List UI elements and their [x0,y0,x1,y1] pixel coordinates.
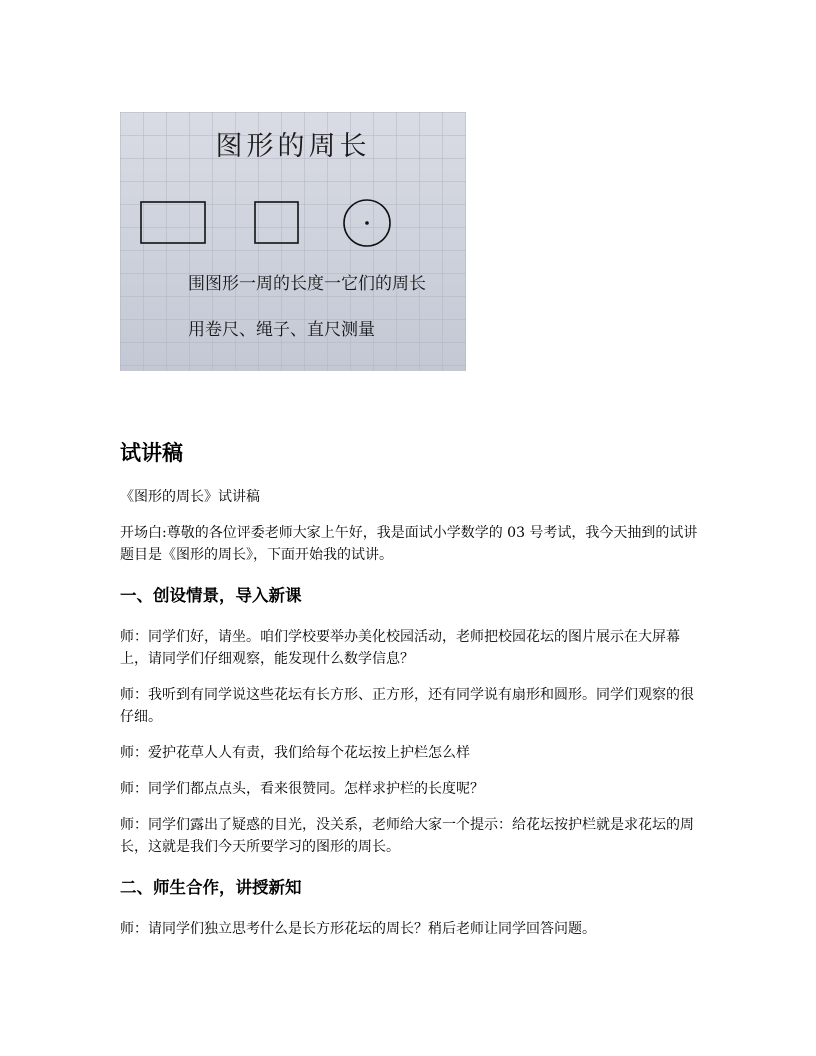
document-page [120,112,700,940]
section-heading-2: 二、师生合作，讲授新知 [120,878,302,897]
section1-paragraph: 师：同学们露出了疑惑的目光，没关系，老师给大家一个提示：给花坛按护栏就是求花坛的周长，这就是我们今天所要学习的图形的周长。 [120,817,694,855]
section1-paragraph: 师：爱护花草人人有责，我们给每个花坛按上护栏怎么样 [120,745,470,761]
section-heading-1: 一、创设情景，导入新课 [120,586,302,605]
section2-paragraph: 师：请同学们独立思考什么是长方形花坛的周长？稍后老师让同学回答问题。 [120,921,596,937]
handwritten-definition: 围图形一周的长度一它们的周长 [188,274,426,294]
notebook-photo [120,112,466,371]
section1-paragraph: 师：同学们都点点头，看来很赞同。怎样求护栏的长度呢？ [120,781,484,797]
handwritten-tools: 用卷尺、绳子、直尺测量 [188,320,375,340]
document-subtitle: 《图形的周长》试讲稿 [120,489,260,505]
section1-paragraph: 师：同学们好，请坐。咱们学校要举办美化校园活动，老师把校园花坛的图片展示在大屏幕上，请同学们仔细观察，能发现什么数学信息？ [120,629,680,667]
handwritten-title: 图形的周长 [215,131,371,162]
circle-center-dot [365,221,369,225]
section1-paragraph: 师：我听到有同学说这些花坛有长方形、正方形，还有同学说有扇形和圆形。同学们观察的很仔细。 [120,687,694,725]
document-title: 试讲稿 [120,441,183,465]
intro-paragraph: 开场白:尊敬的各位评委老师大家上午好，我是面试小学数学的 03 号考试，我今天抽到的试讲题目是《图形的周长》，下面开始我的试讲。 [120,525,698,563]
